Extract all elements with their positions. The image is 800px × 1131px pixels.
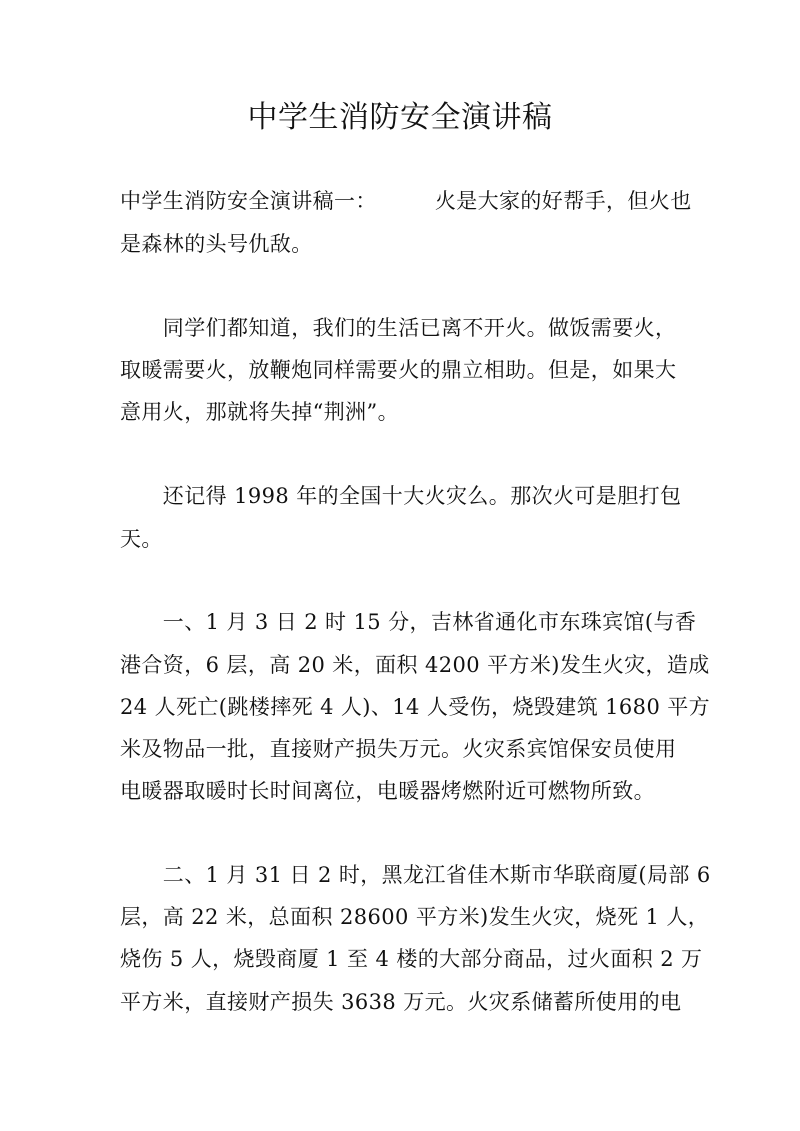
paragraph-line: 是森林的头号仇敌。: [120, 232, 313, 256]
paragraph-line: 米及物品一批，直接财产损失万元。火灾系宾馆保安员使用: [120, 737, 677, 761]
paragraph-line: 24 人死亡(跳楼摔死 4 人)、14 人受伤，烧毁建筑 1680 平方: [120, 695, 711, 719]
paragraph-line: 烧伤 5 人，烧毁商厦 1 至 4 楼的大部分商品，过火面积 2 万: [120, 947, 703, 971]
paragraph-line: 平方米，直接财产损失 3638 万元。火灾系储蓄所使用的电: [120, 990, 682, 1014]
paragraph-line: 同学们都知道，我们的生活已离不开火。做饭需要火，: [120, 316, 677, 340]
intro-heading: 中学生消防安全演讲稿一：: [120, 189, 377, 213]
intro-text: 火是大家的好帮手，但火也: [434, 189, 692, 213]
paragraph-line: [120, 186, 692, 216]
paragraph-line: 取暖需要火，放鞭炮同样需要火的鼎立相助。但是，如果大: [120, 358, 677, 382]
paragraph-line: 天。: [120, 527, 163, 551]
paragraph-line: 还记得 1998 年的全国十大火灾么。那次火可是胆打包: [120, 484, 682, 508]
paragraph-line: 电暖器取暖时长时间离位，电暖器烤燃附近可燃物所致。: [120, 779, 655, 803]
paragraph-line: 层，高 22 米，总面积 28600 平方米)发生火灾，烧死 1 人，: [120, 905, 710, 929]
document-title: 中学生消防安全演讲稿: [247, 100, 553, 135]
paragraph-line: 一、1 月 3 日 2 时 15 分，吉林省通化市东珠宾馆(与香: [120, 610, 697, 634]
paragraph-line: 港合资，6 层，高 20 米，面积 4200 平方米)发生火灾，造成: [120, 653, 710, 677]
paragraph-line: 二、1 月 31 日 2 时，黑龙江省佳木斯市华联商厦(局部 6: [120, 863, 711, 887]
paragraph-line: 意用火，那就将失掉“荆洲”。: [120, 400, 400, 424]
